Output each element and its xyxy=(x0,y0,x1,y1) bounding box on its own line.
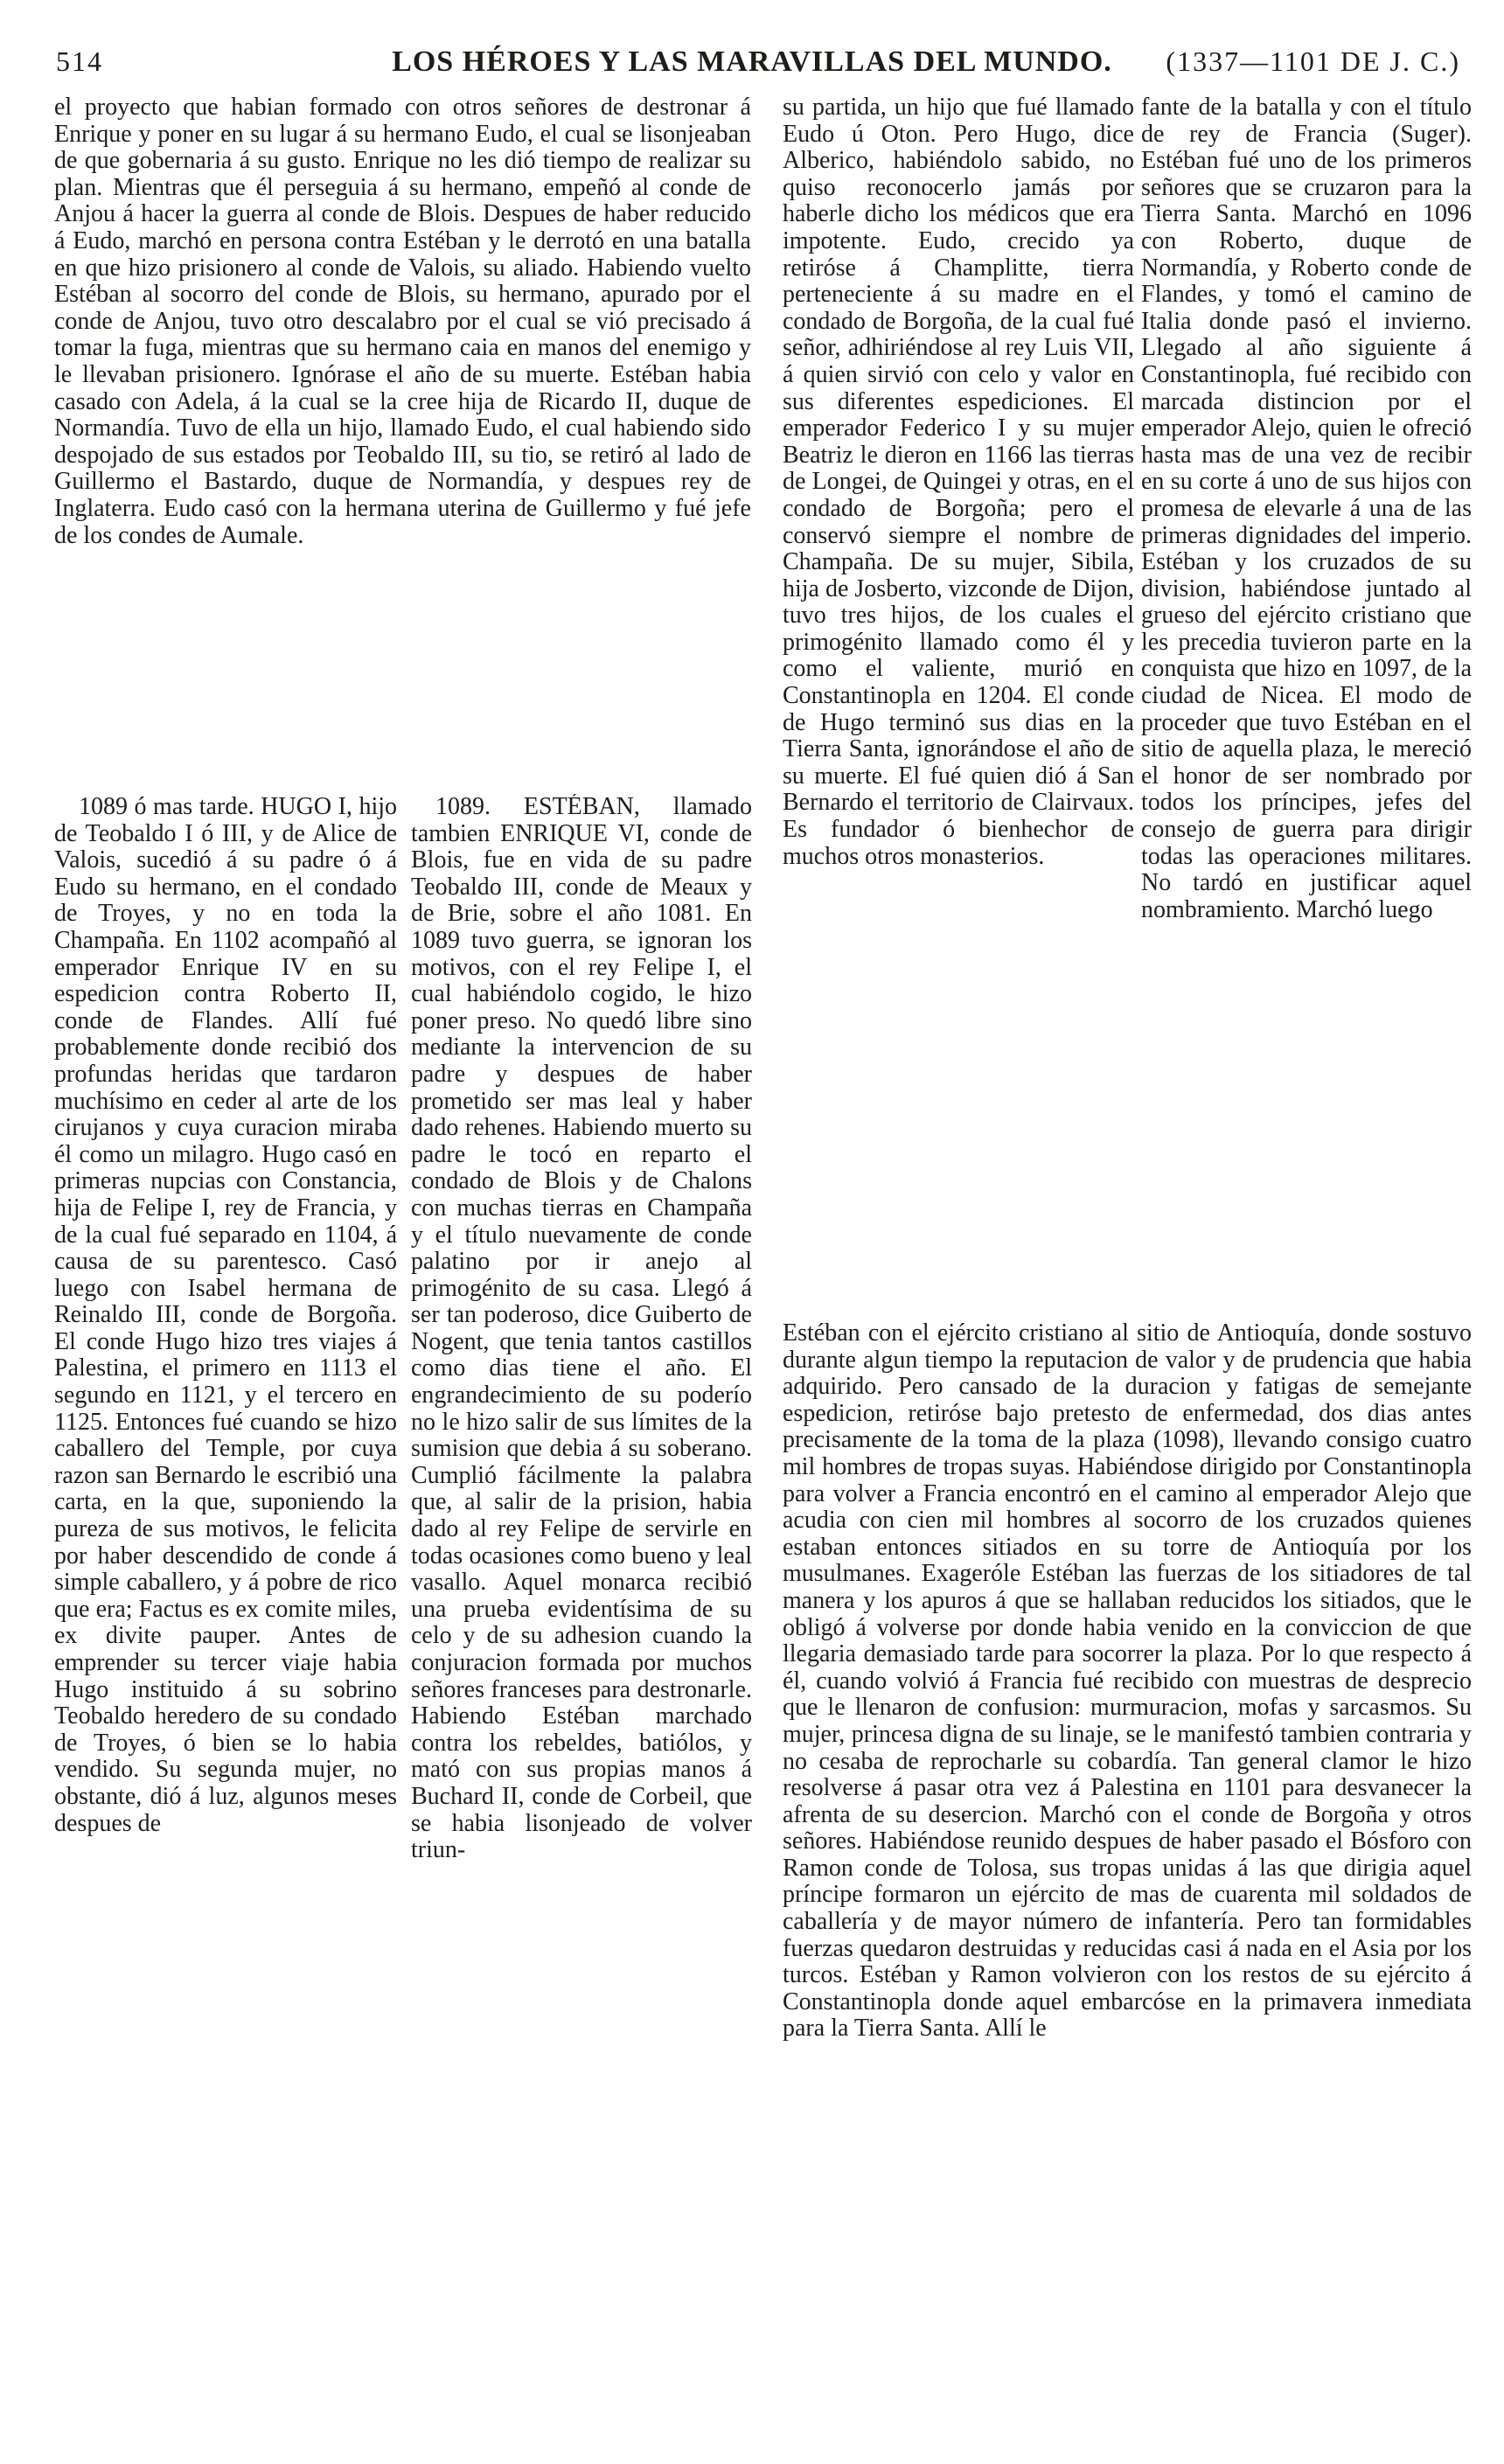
column-2-text xyxy=(411,794,752,2438)
column-3-paragraph: su partida, un hijo que fué llamado Eudo ú Oton. Pero Hugo, dice Alberico, habiéndolo sabido, no quiso reconocerlo jamás por haberle dicho los médicos que era impotente. Eudo, crecido ya retiróse á Champlitte, tierra perteneciente á su madre en el condado de Borgoña, de la cual fué señor, adhiriéndose al rey Luis VII, á quien sirvió con celo y valor en sus diferentes espediciones. El emperador Federico I y su mujer Beatriz le dieron en 1166 las tierras de Longei, de Quingei y otras, en el condado de Borgoña; pero el conservó siempre el nombre de Champaña. De su mujer, Sibila, hija de Josberto, vizconde de Dijon, tuvo tres hijos, de los cuales el primogénito llamado como él y como el valiente, murió en Constantinopla en 1204. El conde de Hugo terminó sus dias en la Tierra Santa, ignorándose el año de su muerte. El fué quien dió á San Bernardo el territorio de Clairvaux. Es fundador ó bienhechor de muchos otros monasterios. xyxy=(783,94,1134,870)
right-bottom-paragraph: Estéban con el ejército cristiano al sitio de Antioquía, donde sostuvo durante algun tiempo la reputacion de valor y de prudencia que habia adquirido. Pero cansado de la duracion y fatigas de semejante espedicion, retiróse bajo pretesto de enfermedad, dos dias antes precisamente de la toma de la plaza (1098), llevando consigo cuatro mil hombres de tropas suyas. Habiéndose dirigido por Constantinopla para volver a Francia encontró en el camino al emperador Alejo que acudia con cien mil hombres al socorro de los cruzados quienes estaban entonces sitiados en su torre de Antioquía por los musulmanes. Exageróle Estéban las fuerzas de los sitiadores de tal manera y los apuros á que se hallaban reducidos los sitiados, que le obligó á volverse por donde habia venido en la conviccion de que llegaria demasiado tarde para socorrer la plaza. Por lo que respecto á él, cuando volvió á Francia fué recibido con muestras de desprecio que le llenaron de confusion: murmuracion, mofas y sarcasmos. Su mujer, princesa digna de su linaje, se le manifestó tambien contraria y no cesaba de reprocharle su cobardía. Tan general clamor le hizo resolverse á pasar otra vez á Palestina en 1101 para desvanecer la afrenta de su desercion. Marchó con el conde de Borgoña y otros señores. Habiéndose reunido despues de haber pasado el Bósforo con Ramon conde de Tolosa, sus tropas unidas á las que dirigia aquel príncipe formaron un ejército de mas de cuarenta mil soldados de caballería y de mayor número de infantería. Pero tan formidables fuerzas quedaron destruidas y reducidas casi á nada en el Asia por los turcos. Estéban y Ramon volvieron con los restos de su ejército á Constantinopla donde aquel embarcóse en la primavera inmediata para la Tierra Santa. Allí le xyxy=(783,1320,1472,2043)
running-head xyxy=(35,45,1469,84)
column-4-text xyxy=(1141,94,1472,1314)
column-1-paragraph: 1089 ó mas tarde. HUGO I, hijo de Teobaldo I ó III, y de Alice de Valois, sucedió á su padre ó á Eudo su hermano, en el condado de Troyes, y no en toda la Champaña. En 1102 acompañó al emperador Enrique IV en su espedicion contra Roberto II, conde de Flandes. Allí fué probablemente donde recibió dos profundas heridas que tardaron muchísimo en ceder al arte de los cirujanos y cuya curacion miraba él como un milagro. Hugo casó en primeras nupcias con Constancia, hija de Felipe I, rey de Francia, y de la cual fué separado en 1104, á causa de su parentesco. Casó luego con Isabel hermana de Reinaldo III, conde de Borgoña. El conde Hugo hizo tres viajes á Palestina, el primero en 1113 el segundo en 1121, y el tercero en 1125. Entonces fué cuando se hizo caballero del Temple, por cuya razon san Bernardo le escribió una carta, en la que, suponiendo la pureza de sus motivos, le felicita por haber descendido de conde á simple caballero, y á pobre de rico que era; Factus es ex comite miles, ex divite pauper. Antes de emprender su tercer viaje habia Hugo instituido á su sobrino Teobaldo heredero de su condado de Troyes, ó bien se lo habia vendido. Su segunda mujer, no obstante, dió á luz, algunos meses despues de xyxy=(54,794,397,1837)
date-range: (1337—1101 DE J. C.) xyxy=(1166,45,1460,77)
column-2-paragraph: 1089. ESTÉBAN, llamado tambien ENRIQUE VI, conde de Blois, fue en vida de su padre Teobaldo III, conde de Meaux y de Brie, sobre el año 1081. En 1089 tuvo guerra, se ignoran los motivos, con el rey Felipe I, el cual habiéndolo cogido, le hizo poner preso. No quedó libre sino mediante la intervencion de su padre y despues de haber prometido ser mas leal y haber dado rehenes. Habiendo muerto su padre le tocó en reparto el condado de Blois y de Chalons con muchas tierras en Champaña y el título nuevamente de conde palatino por ir anejo al primogénito de su casa. Llegó á ser tan poderoso, dice Guiberto de Nogent, que tenia tantos castillos como dias tiene el año. El engrandecimiento de su poderío no le hizo salir de sus límites de la sumision que debia á su soberano. Cumplió fácilmente la palabra que, al salir de la prision, habia dado al rey Felipe de servirle en todas ocasiones como bueno y leal vasallo. Aquel monarca recibió una prueba evidentísima de su celo y de su adhesion cuando la conjuracion formada por muchos señores franceses para destronarle. Habiendo Estéban marchado contra los rebeldes, batiólos, y mató con sus propias manos á Buchard II, conde de Corbeil, que se habia lisonjeado de volver triun- xyxy=(411,794,752,1864)
column-1-text xyxy=(54,794,397,2438)
running-title: LOS HÉROES Y LAS MARAVILLAS DEL MUNDO. xyxy=(392,45,1112,78)
left-top-paragraph: el proyecto que habian formado con otros señores de destronar á Enrique y poner en su lugar á su hermano Eudo, el cual se lisonjeaban de que gobernaria á su gusto. Enrique no les dió tiempo de realizar su plan. Mientras que él perseguia á su hermano, empeñó al conde de Anjou á hacer la guerra al conde de Blois. Despues de haber reducido á Eudo, marchó en persona contra Estéban y le derrotó en una batalla en que hizo prisionero al conde de Valois, su aliado. Habiendo vuelto Estéban al socorro del conde de Blois, su hermano, apurado por el conde de Anjou, tuvo otro descalabro por el cual se vió precisado á tomar la fuga, mientras que su hermano caia en manos del enemigo y le llevaban prisionero. Ignórase el año de su muerte. Estéban habia casado con Adela, á la cual se la cree hija de Ricardo II, duque de Normandía. Tuvo de ella un hijo, llamado Eudo, el cual habiendo sido despojado de sus estados por Teobaldo III, su tio, se retiró al lado de Guillermo el Bastardo, duque de Normandía, y despues rey de Inglaterra. Eudo casó con la hermana uterina de Guillermo y fué jefe de los condes de Aumale. xyxy=(54,94,751,549)
right-bottom-text xyxy=(783,1320,1472,2440)
column-3-text xyxy=(783,94,1134,1314)
page-number: 514 xyxy=(56,45,103,77)
column-4-paragraph: fante de la batalla y con el título de rey de Francia (Suger). Estéban fué uno de los primeros señores que se cruzaron para la Tierra Santa. Marchó en 1096 con Roberto, duque de Normandía, y Roberto conde de Flandes, y tomó el camino de Italia donde pasó el invierno. Llegado al año siguiente á Constantinopla, fué recibido con marcada distincion por el emperador Alejo, quien le ofreció hasta mas de una vez de recibir en su corte á uno de sus hijos con promesa de elevarle á una de las primeras dignidades del imperio. Estéban y los cruzados de su division, habiéndose juntado al grueso del ejército cristiano que les precedia tuvieron parte en la conquista que hizo en 1097, de la ciudad de Nicea. El modo de proceder que tuvo Estéban en el sitio de aquella plaza, le mereció el honor de ser nombrado por todos los príncipes, jefes del consejo de guerra para dirigir todas las operaciones militares. No tardó en justificar aquel nombramiento. Marchó luego xyxy=(1141,94,1472,923)
left-top-text xyxy=(54,94,751,785)
